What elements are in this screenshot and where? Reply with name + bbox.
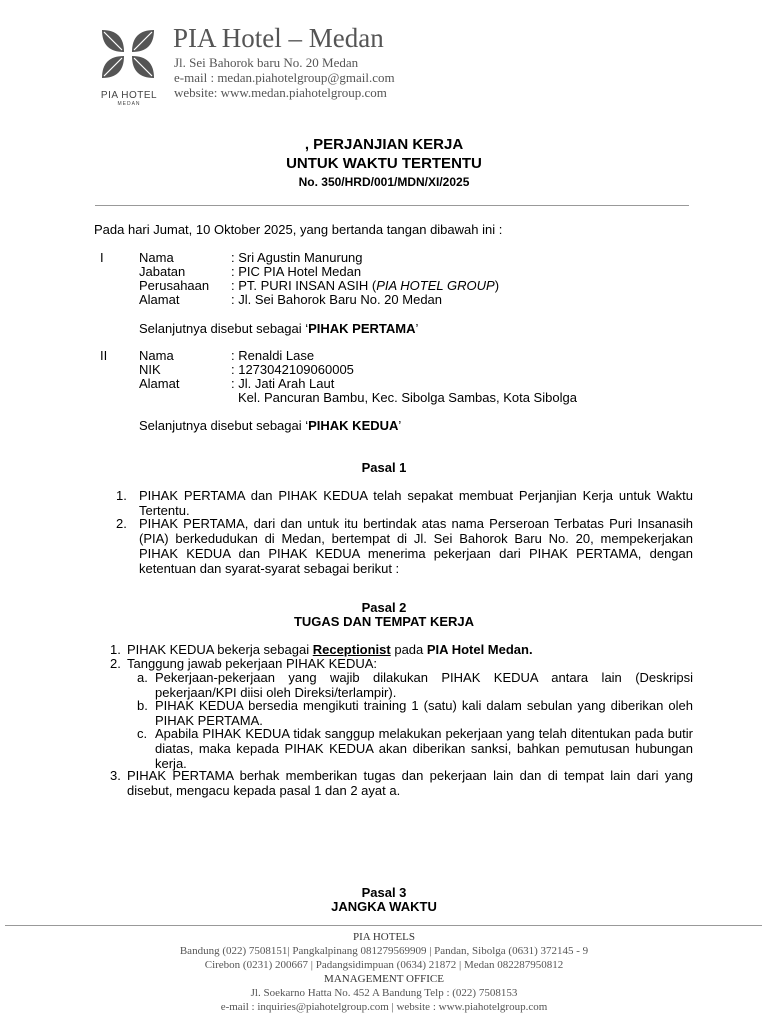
pasal-2-item-2: Tanggung jawab pekerjaan PIHAK KEDUA: (127, 656, 378, 671)
party-two-reference: Selanjutnya disebut sebagai ‘PIHAK KEDUA’ (139, 418, 402, 433)
pasal-2-sub-b-number: b. (137, 698, 148, 713)
intro-text: Pada hari Jumat, 10 Oktober 2025, yang bertanda tangan dibawah ini : (94, 222, 503, 237)
hotel-address: Jl. Sei Bahorok baru No. 20 Medan (174, 55, 359, 70)
party-two-label-address: Alamat (139, 376, 180, 391)
footer-branches-1: Bandung (022) 7508151| Pangkalpinang 081279569909 | Pandan, Sibolga (0631) 372145 - 9 (179, 945, 589, 957)
pasal-2-sub-a-number: a. (137, 670, 148, 685)
pasal-2-sub-c: Apabila PIHAK KEDUA tidak sanggup melakukan pekerjaan yang telah ditentukan pada butir diatas, maka kepada PIHAK KEDUA akan diberikan sanksi, bahkan pemutusan hubungan kerja. (155, 726, 693, 771)
party-one-reference: Selanjutnya disebut sebagai ‘PIHAK PERTAMA’ (139, 321, 419, 336)
party-one-value-address: : Jl. Sei Bahorok Baru No. 20 Medan (231, 292, 443, 307)
pasal-1-title: Pasal 1 (361, 460, 407, 475)
doc-number: No. 350/HRD/001/MDN/XI/2025 (298, 175, 470, 189)
pasal-3-subtitle: JANGKA WAKTU (331, 899, 437, 914)
hotel-title: PIA Hotel – Medan (173, 23, 384, 53)
pasal-2-item-1: PIHAK KEDUA bekerja sebagai Receptionist pada PIA Hotel Medan. (127, 642, 533, 657)
party-two-value-name: : Renaldi Lase (231, 348, 315, 363)
doc-title-line2: UNTUK WAKTU TERTENTU (286, 155, 482, 172)
pia-hotel-logo (98, 28, 158, 80)
party-two-value-address: : Jl. Jati Arah Laut (231, 376, 335, 391)
doc-title-line1: , PERJANJIAN KERJA (304, 136, 464, 153)
party-two-label-name: Nama (139, 348, 174, 363)
pasal-1-item-2: PIHAK PERTAMA, dari dan untuk itu bertindak atas nama Perseroan Terbatas Puri Insanasih (PIA) berkedudukan di Medan, bertempat di Jl. Sei Bahorok Baru No. 20, mempekerjakan PIHAK KEDUA dan PIHAK KEDUA menerima pekerjaan dari PIHAK PERTAMA, dengan ketentuan dan syarat-syarat sebagai berikut : (139, 516, 693, 576)
pasal-2-item-3: PIHAK PERTAMA berhak memberikan tugas dan pekerjaan lain dan di tempat lain dari yang disebut, mengacu kepada pasal 1 dan 2 ayat a. (127, 768, 693, 798)
footer-divider (5, 925, 762, 926)
pasal-1-item-2-number: 2. (116, 516, 127, 531)
party-one-label-address: Alamat (139, 292, 180, 307)
party-one-label-name: Nama (139, 250, 174, 265)
pasal-3-title: Pasal 3 (361, 885, 407, 900)
pasal-2-title: Pasal 2 (361, 600, 407, 615)
party-one-value-position: : PIC PIA Hotel Medan (231, 264, 362, 279)
party-two-value-address-2: Kel. Pancuran Bambu, Kec. Sibolga Sambas, Kota Sibolga (238, 390, 577, 405)
hotel-email: e-mail : medan.piahotelgroup@gmail.com (174, 70, 395, 85)
pasal-1-item-1-number: 1. (116, 488, 127, 503)
pasal-2-sub-a: Pekerjaan-pekerjaan yang wajib dilakukan PIHAK KEDUA antara lain (Deskripsi pekerjaan/KPI diisi oleh Direksi/terlampir). (155, 670, 693, 700)
pasal-2-item-1-number: 1. (110, 642, 121, 657)
party-one-label-position: Jabatan (139, 264, 186, 279)
title-divider (95, 205, 689, 206)
footer-branches-2: Cirebon (0231) 200667 | Padangsidimpuan (0634) 21872 | Medan 082287950812 (204, 959, 564, 971)
hotel-website: website: www.medan.piahotelgroup.com (174, 85, 387, 100)
party-two-number: II (100, 348, 108, 363)
party-two-value-nik: : 1273042109060005 (231, 362, 354, 377)
party-two-label-nik: NIK (139, 362, 161, 377)
logo-subtext: MEDAN (117, 101, 141, 107)
party-one-label-company: Perusahaan (139, 278, 210, 293)
pasal-2-sub-c-number: c. (137, 726, 148, 741)
pasal-2-subtitle: TUGAS DAN TEMPAT KERJA (293, 614, 475, 629)
party-one-value-name: : Sri Agustin Manurung (231, 250, 363, 265)
pasal-1-item-1: PIHAK PERTAMA dan PIHAK KEDUA telah sepakat membuat Perjanjian Kerja untuk Waktu Tertentu. (139, 488, 693, 518)
footer-office-address: Jl. Soekarno Hatta No. 452 A Bandung Telp : (022) 7508153 (250, 987, 518, 999)
footer-brand: PIA HOTELS (352, 931, 416, 943)
logo-text: PIA HOTEL (100, 90, 158, 101)
pasal-2-item-3-number: 3. (110, 768, 121, 783)
footer-contact: e-mail : inquiries@piahotelgroup.com | website : www.piahotelgroup.com (220, 1001, 548, 1013)
party-one-number: I (100, 250, 104, 265)
pasal-2-item-2-number: 2. (110, 656, 121, 671)
footer-office-title: MANAGEMENT OFFICE (324, 973, 444, 985)
party-one-value-company: : PT. PURI INSAN ASIH (PIA HOTEL GROUP) (231, 278, 500, 293)
pasal-2-sub-b: PIHAK KEDUA bersedia mengikuti training 1 (satu) kali dalam sebulan yang diberikan oleh PIHAK PERTAMA. (155, 698, 693, 728)
